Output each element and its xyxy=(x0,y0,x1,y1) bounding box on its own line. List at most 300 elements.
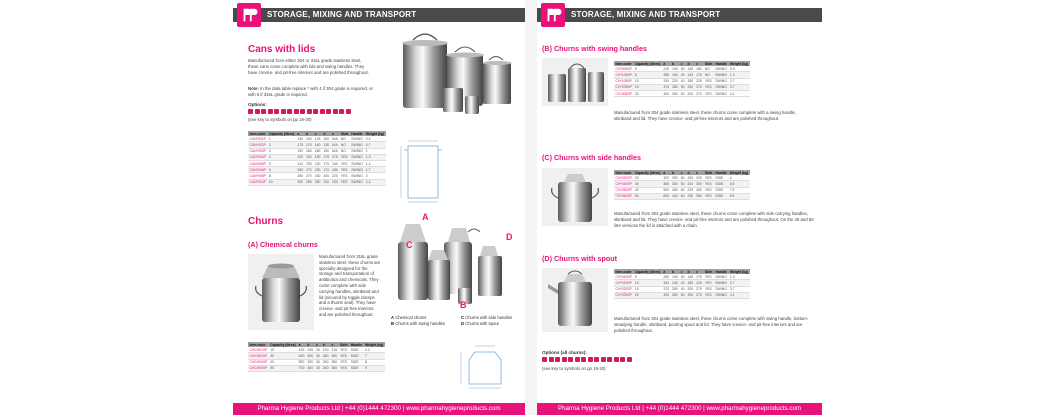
header-bar xyxy=(537,8,822,22)
column-header: b xyxy=(305,131,314,136)
item-code-cell: CH*030SP xyxy=(615,175,632,180)
table-cell: 140 xyxy=(687,72,694,77)
swing-churns-title: (B) Churns with swing handles xyxy=(542,44,648,53)
table-cell: 280 xyxy=(297,173,304,178)
table-cell: 15 xyxy=(633,286,661,292)
column-header: Weight (kg) xyxy=(729,269,749,274)
footer-bar xyxy=(233,403,525,415)
option-icon xyxy=(261,109,266,114)
table-cell: YES xyxy=(339,353,350,359)
option-icon xyxy=(300,109,305,114)
spout-churns-title: (D) Churns with spout xyxy=(542,254,618,263)
table-cell: 180 xyxy=(687,280,694,285)
table-cell: 216 xyxy=(331,347,338,352)
legend-item: B Churns with swing handles xyxy=(391,320,446,326)
table-cell: 400 xyxy=(663,91,670,96)
table-cell: 224 xyxy=(687,181,694,186)
table-cell: 590 xyxy=(298,360,305,365)
column-header: d xyxy=(321,342,330,347)
option-icon xyxy=(333,109,338,114)
column-header: Item code xyxy=(614,269,633,274)
cans-with-lids-photo xyxy=(395,30,517,118)
label-c: C xyxy=(406,240,413,250)
table-cell: 175 xyxy=(323,161,330,166)
table-cell: 5.5 xyxy=(728,181,749,187)
table-cell: 30 xyxy=(316,366,320,371)
item-code-cell: CAN*002P xyxy=(249,142,266,147)
table-cell: 440 xyxy=(672,194,678,199)
option-icon xyxy=(562,357,567,362)
left-page xyxy=(233,0,525,415)
table-cell: 150 xyxy=(696,66,702,71)
table-cell: 175 xyxy=(323,155,330,160)
table-cell: 4.2 xyxy=(364,347,385,353)
table-cell: 170 xyxy=(306,142,312,147)
column-header: c xyxy=(315,342,322,347)
table-cell: 15 xyxy=(633,84,661,90)
table-cell: 260 xyxy=(322,353,329,358)
table-cell: 200 xyxy=(687,293,694,298)
chemical-churns-description: Manufactured from 316L grade stainless steel, these churns are specially designed for the storage and transportation of antibiotics and chemicals. They come complete with side carrying handles, skirtband and lid (secured by toggle clamps and a thumb seal). They have crevice- and pit-free interiors and are polished throughout. xyxy=(319,254,381,317)
table-cell: 30 xyxy=(269,353,297,359)
table-cell: 220 xyxy=(696,175,702,180)
table-cell: 60 xyxy=(680,188,685,193)
option-icon xyxy=(255,109,260,114)
table-cell: SWING xyxy=(715,280,727,285)
table-cell: 190 xyxy=(672,66,678,71)
table-cell: 2 xyxy=(267,142,295,148)
column-header: c xyxy=(679,170,686,175)
table-cell: 230 xyxy=(687,194,694,199)
cans-table-body xyxy=(248,136,386,185)
table-cell: 180 xyxy=(306,149,312,154)
table-cell: 1.7 xyxy=(364,167,385,173)
table-cell: SIDE xyxy=(349,347,363,353)
item-code-cell: CH*040SP xyxy=(615,181,632,186)
table-cell: 230 xyxy=(323,180,330,185)
table-cell: 5 xyxy=(633,72,661,78)
table-cell: 40 xyxy=(680,287,685,292)
option-icon xyxy=(594,357,599,362)
table-cell: 175 xyxy=(297,142,304,147)
table-cell: 5 xyxy=(633,66,661,72)
table-cell: 5 xyxy=(633,274,661,280)
column-header: b xyxy=(671,61,680,66)
table-cell: YES xyxy=(339,179,350,185)
table-cell: NO xyxy=(339,148,350,154)
item-code-cell: CH*025SP xyxy=(615,293,632,298)
table-cell: 260 xyxy=(322,366,329,371)
table-header-row xyxy=(614,170,750,175)
table-cell: YES xyxy=(339,359,350,365)
table-cell: 650 xyxy=(663,194,670,199)
chemical-churn-photo xyxy=(248,254,314,330)
spout-churns-table xyxy=(614,269,750,299)
table-cell: 225 xyxy=(696,280,702,285)
table-cell: 40 xyxy=(680,66,685,71)
table-cell: SWING xyxy=(351,149,363,154)
legend-item: A Chemical churns xyxy=(391,315,427,320)
table-header-row xyxy=(614,61,750,66)
page-gutter xyxy=(525,0,537,415)
table-cell: 400 xyxy=(307,366,314,371)
table-cell: 20 xyxy=(633,175,661,181)
table-cell: 280 xyxy=(314,180,321,185)
label-d: D xyxy=(506,232,513,242)
table-cell: 0.9 xyxy=(728,66,749,72)
column-header: Handle xyxy=(350,342,362,347)
table-cell: SWING xyxy=(351,173,363,178)
table-cell: 270 xyxy=(306,173,312,178)
table-cell: 260 xyxy=(322,360,329,365)
table-cell: 30 xyxy=(316,360,320,365)
table-cell: 200 xyxy=(687,85,694,90)
table-cell: 120 xyxy=(687,66,694,71)
table-cell: 30 xyxy=(316,347,320,352)
table-header-row xyxy=(614,269,750,274)
table-cell: 5 xyxy=(267,160,295,166)
column-header: d xyxy=(686,170,695,175)
table-cell: SWING xyxy=(715,66,727,71)
table-cell: 360 xyxy=(331,366,338,371)
column-header: e xyxy=(330,342,339,347)
table-cell: 190 xyxy=(297,149,304,154)
legend-item: C Churns with side handles xyxy=(461,315,512,320)
header-title: STORAGE, MIXING AND TRANSPORT xyxy=(267,10,417,19)
table-cell: 700 xyxy=(298,366,305,371)
table-cell: 280 xyxy=(672,287,678,292)
table-cell: 40 xyxy=(680,280,685,285)
table-cell: 330 xyxy=(663,79,670,84)
table-cell: 7 xyxy=(364,353,385,359)
table-cell: SWING xyxy=(715,72,727,77)
option-icon xyxy=(588,357,593,362)
table-cell: 1.3 xyxy=(728,72,749,78)
churns-title: Churns xyxy=(248,216,283,227)
table-cell: N/A xyxy=(332,136,338,141)
table-cell: YES xyxy=(703,175,714,181)
table-cell: YES xyxy=(703,181,714,187)
table-cell: YES xyxy=(339,365,350,371)
table-cell: YES xyxy=(339,167,350,173)
item-code-cell: CH*010SP xyxy=(615,274,632,279)
column-header: Item code xyxy=(248,131,267,136)
table-cell: 1.3 xyxy=(364,154,385,160)
options-reference: (see key to symbols on pp 19-20) xyxy=(542,366,606,371)
table-cell: SWING xyxy=(715,287,727,292)
column-header: e xyxy=(695,61,704,66)
column-header: Weight (kg) xyxy=(729,170,749,175)
table-cell: YES xyxy=(703,78,714,84)
table-cell: SWING xyxy=(715,79,727,84)
table-cell: 8 xyxy=(364,359,385,365)
option-icon xyxy=(614,357,619,362)
churn-dimension-diagram xyxy=(455,342,515,390)
table-cell: 300 xyxy=(307,353,314,358)
table-cell: 2.4 xyxy=(364,179,385,185)
column-header: a xyxy=(296,131,305,136)
table-row xyxy=(614,90,750,96)
option-icon xyxy=(248,109,253,114)
table-cell: 380 xyxy=(672,188,678,193)
table-cell: N/A xyxy=(332,142,338,147)
option-icon xyxy=(542,357,547,362)
table-cell: 50 xyxy=(680,91,685,96)
side-churns-photo xyxy=(542,168,608,226)
table-cell: 0.7 xyxy=(364,142,385,148)
table-row xyxy=(248,365,385,371)
table-cell: 260 xyxy=(297,167,304,172)
table-cell: 190 xyxy=(672,274,678,279)
table-cell: SWING xyxy=(715,85,727,90)
table-cell: SIDE xyxy=(714,187,728,193)
table-cell: 270 xyxy=(696,293,702,298)
swing-churns-photo xyxy=(542,58,608,106)
table-cell: SIDE xyxy=(714,193,728,199)
column-header: Capacity (litres) xyxy=(634,170,661,175)
table-cell: 225 xyxy=(687,188,694,193)
table-cell: 215 xyxy=(663,66,670,71)
table-cell: NO xyxy=(339,136,350,142)
table-row xyxy=(614,292,750,298)
item-code-cell: CHCH050P xyxy=(249,366,268,371)
column-header: Weight (kg) xyxy=(729,61,749,66)
column-header: e xyxy=(695,170,704,175)
spout-churns-photo xyxy=(542,268,608,332)
column-header: Item code xyxy=(614,170,633,175)
cans-description: Manufactured from either 304 or 316L grade stainless steel, these cans come complete with lids and swing handles. They have crevice- and pit-free interiors and are polished throughout. xyxy=(248,58,369,75)
table-cell: 20 xyxy=(633,292,661,298)
column-header: b xyxy=(671,269,680,274)
table-cell: 200 xyxy=(323,173,330,178)
table-cell: 1 xyxy=(267,136,295,142)
table-cell: 350 xyxy=(331,360,338,365)
table-cell: 300 xyxy=(672,91,678,96)
item-code-cell: CAN*005P xyxy=(249,161,266,166)
option-icon xyxy=(320,109,325,114)
side-churns-title: (C) Churns with side handles xyxy=(542,153,642,162)
item-code-cell: CH*10B0P xyxy=(615,72,632,77)
table-cell: SWING xyxy=(715,91,727,96)
column-header: Skirt xyxy=(704,61,713,66)
item-code-cell: CH*020SP xyxy=(615,287,632,292)
table-cell: SWING xyxy=(351,155,363,160)
table-cell: 40 xyxy=(680,79,685,84)
table-cell: 175 xyxy=(696,72,702,77)
table-cell: 40 xyxy=(680,274,685,279)
item-code-cell: CHCH010P xyxy=(249,347,268,352)
table-cell: 50 xyxy=(680,293,685,298)
item-code-cell: CH*00B0P xyxy=(615,66,632,71)
table-cell: 230 xyxy=(314,167,321,172)
table-cell: YES xyxy=(339,173,350,179)
table-cell: YES xyxy=(703,84,714,90)
item-code-cell: CAN*006P xyxy=(249,167,266,172)
table-cell: 4 xyxy=(728,175,749,181)
table-cell: 280 xyxy=(663,274,670,279)
table-cell: N/A xyxy=(332,149,338,154)
item-code-cell: CH*10B0P xyxy=(615,79,632,84)
option-icon xyxy=(268,109,273,114)
column-header: a xyxy=(297,342,306,347)
table-cell: SWING xyxy=(351,142,363,147)
table-cell: SWING xyxy=(351,180,363,185)
column-header: Handle xyxy=(715,61,727,66)
table-cell: 4 xyxy=(267,154,295,160)
table-cell: 100 xyxy=(323,136,330,141)
column-header: Skirt xyxy=(704,170,713,175)
table-cell: 180 xyxy=(687,79,694,84)
table-cell: 175 xyxy=(332,155,338,160)
table-cell: YES xyxy=(703,187,714,193)
table-cell: 30 xyxy=(316,353,320,358)
column-header: Capacity (litres) xyxy=(268,131,295,136)
cans-table xyxy=(248,131,386,186)
table-cell: 1.3 xyxy=(728,274,749,280)
legend-item: D Churns with spout xyxy=(461,320,499,326)
column-header: Skirt xyxy=(704,269,713,274)
table-cell: 3.7 xyxy=(728,286,749,292)
table-cell: 270 xyxy=(696,287,702,292)
column-header: Handle xyxy=(351,131,363,136)
table-cell: 245 xyxy=(307,347,314,352)
table-cell: 8 xyxy=(267,173,295,179)
option-icon xyxy=(575,357,580,362)
column-header: a xyxy=(662,61,671,66)
table-cell: YES xyxy=(703,90,714,96)
table-cell: 20 xyxy=(633,90,661,96)
table-cell: YES xyxy=(703,292,714,298)
table-cell: 225 xyxy=(696,79,702,84)
table-cell: 10 xyxy=(633,78,661,84)
churns-legend-right xyxy=(461,315,523,326)
table-cell: SWING xyxy=(351,167,363,172)
side-churns-description: Manufactured from 304 grade stainless steel, these churns come complete with side carrying handles, skirtband and lid. They have crevice- and pit-free interiors and are polished throughout. On the 40 and 50 litre versions the lid is attached with a chain. xyxy=(614,211,814,228)
footer-text: Pharma Hygiene Products Ltd | +44 (0)1444 472300 | www.pharmahygieneproducts.com xyxy=(257,405,501,412)
option-icon xyxy=(307,109,312,114)
table-cell: 1 xyxy=(364,148,385,154)
table-cell: 4.1 xyxy=(728,90,749,96)
table-cell: 140 xyxy=(687,274,694,279)
label-b: B xyxy=(460,300,467,310)
column-header: Skirt xyxy=(340,131,349,136)
item-code-cell: CAN*008P xyxy=(249,173,266,178)
table-cell: 220 xyxy=(672,79,678,84)
option-icon xyxy=(346,109,351,114)
table-cell: 210 xyxy=(297,161,304,166)
table-cell: 140 xyxy=(314,142,321,147)
table-cell: 330 xyxy=(307,360,314,365)
table-cell: SWING xyxy=(715,293,727,298)
table-cell: 150 xyxy=(323,149,330,154)
table-cell: 230 xyxy=(332,180,338,185)
note-label: Note: xyxy=(248,86,259,91)
table-cell: 300 xyxy=(672,293,678,298)
table-cell: 50 xyxy=(633,193,661,199)
table-cell: 50 xyxy=(269,365,297,371)
table-cell: 4.1 xyxy=(728,292,749,298)
table-cell: 10 xyxy=(267,179,295,185)
swing-churns-description: Manufactured from 304 grade stainless steel, these churns come complete with a swing handle, skirtband and lid. They have crevice- and pit-free interiors and are polished throughout. xyxy=(614,110,796,121)
table-cell: 180 xyxy=(332,161,338,166)
table-cell: SIDE xyxy=(714,181,728,187)
swing-churns-table xyxy=(614,61,750,97)
table-cell: 230 xyxy=(306,161,312,166)
table-cell: 130 xyxy=(297,136,304,141)
table-cell: 180 xyxy=(314,149,321,154)
option-icon xyxy=(326,109,331,114)
table-cell: 320 xyxy=(663,175,670,180)
table-cell: 30 xyxy=(633,181,661,187)
option-icon xyxy=(274,109,279,114)
table-cell: 40 xyxy=(680,72,685,77)
table-cell: YES xyxy=(703,286,714,292)
column-header: c xyxy=(679,269,686,274)
table-cell: 200 xyxy=(687,287,694,292)
table-cell: NO xyxy=(703,66,714,72)
table-cell: 125 xyxy=(314,136,321,141)
option-icon xyxy=(294,109,299,114)
header-title: STORAGE, MIXING AND TRANSPORT xyxy=(571,10,721,19)
cans-note xyxy=(248,86,373,98)
column-header: d xyxy=(686,61,695,66)
item-code-cell: CAN*010P xyxy=(249,180,266,185)
option-icon xyxy=(620,357,625,362)
table-cell: 6 xyxy=(267,167,295,173)
column-header: b xyxy=(306,342,315,347)
table-cell: 190 xyxy=(322,347,329,352)
column-header: c xyxy=(313,131,322,136)
item-code-cell: CAN*003P xyxy=(249,149,266,154)
table-cell: NO xyxy=(703,72,714,78)
options-label: Options: xyxy=(248,102,267,107)
table-cell: SIDE xyxy=(349,359,363,365)
table-cell: 175 xyxy=(696,274,702,279)
column-header: e xyxy=(331,131,340,136)
option-icon xyxy=(555,357,560,362)
table-cell: 240 xyxy=(672,280,678,285)
option-icon xyxy=(581,357,586,362)
side-churns-table-body xyxy=(614,175,750,199)
swing-churns-table-body xyxy=(614,66,750,96)
table-cell: 190 xyxy=(306,155,312,160)
table-cell: 50 xyxy=(680,175,685,180)
option-icon xyxy=(281,109,286,114)
options-all-churns-label: Options (all churns): xyxy=(542,350,587,355)
table-cell: 280 xyxy=(672,85,678,90)
option-icon xyxy=(607,357,612,362)
table-cell: 2.7 xyxy=(728,78,749,84)
table-cell: SWING xyxy=(351,161,363,166)
column-header: a xyxy=(662,269,671,274)
column-header: d xyxy=(686,269,695,274)
table-cell: 230 xyxy=(314,173,321,178)
item-code-cell: CH*015SP xyxy=(615,280,632,285)
item-code-cell: CH*050SP xyxy=(615,188,632,193)
table-cell: 270 xyxy=(696,85,702,90)
table-cell: 300 xyxy=(696,181,702,186)
table-cell: YES xyxy=(339,347,350,353)
column-header: Handle xyxy=(715,170,727,175)
table-cell: 50 xyxy=(680,181,685,186)
right-page xyxy=(537,0,822,415)
table-cell: 270 xyxy=(696,91,702,96)
table-cell: 500 xyxy=(663,188,670,193)
table-cell: 15 xyxy=(269,347,297,353)
churns-legend-left xyxy=(391,315,459,326)
table-cell: 350 xyxy=(672,181,678,186)
table-cell: YES xyxy=(703,280,714,286)
